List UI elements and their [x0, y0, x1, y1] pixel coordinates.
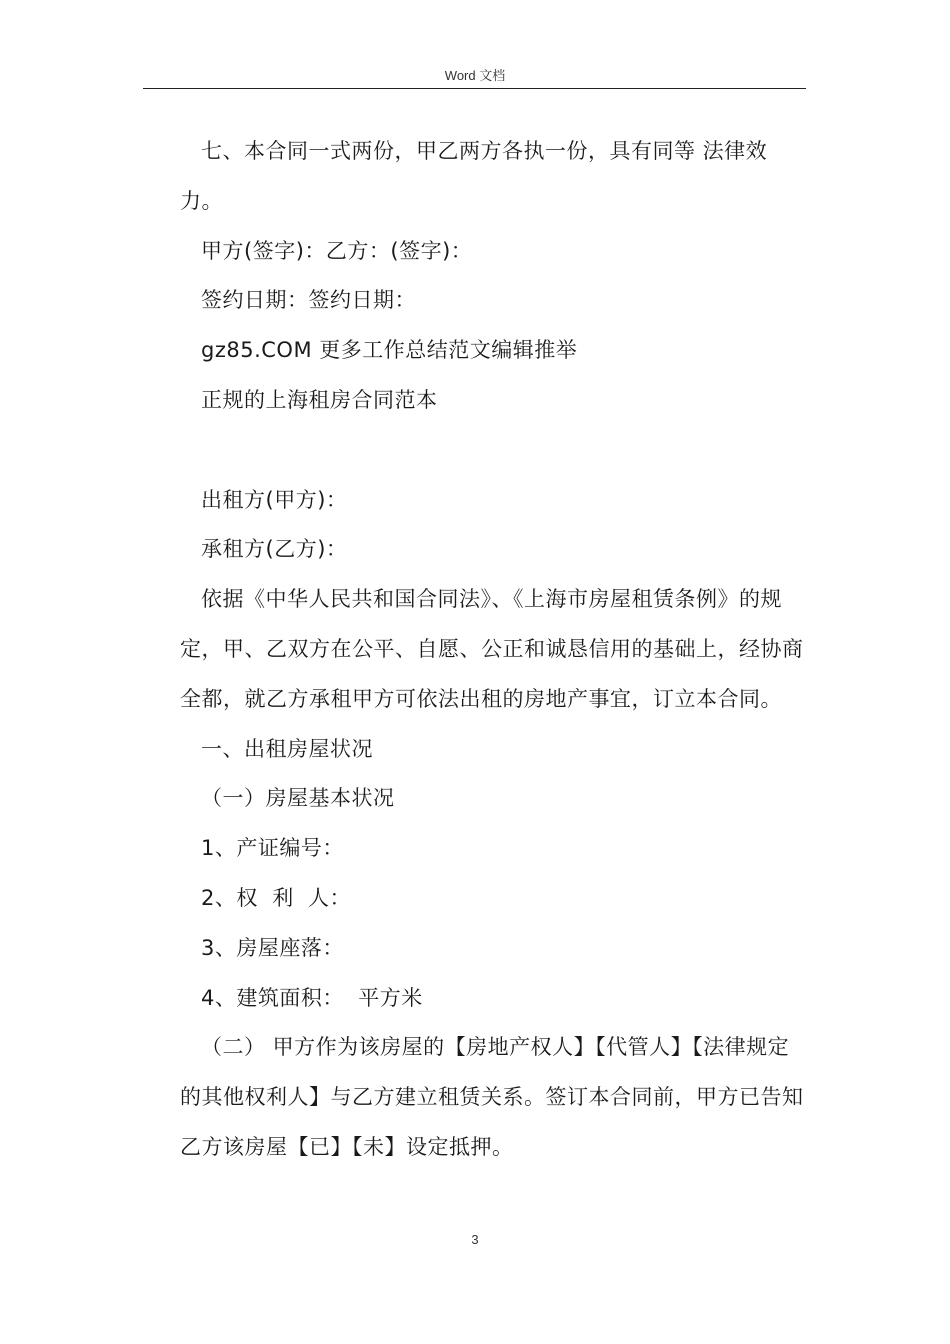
document-body	[180, 127, 810, 1173]
signature-line: 甲方(签字)：乙方：(签字)：	[201, 238, 473, 263]
lessor-line: 出租方(甲方)：	[201, 487, 348, 512]
subsection-two-paragraph: （二） 甲方作为该房屋的【房地产权人】【代管人】【法律规定的其他权利人】与乙方建立租赁关系。签订本合同前，甲方已告知乙方该房屋【已】【未】设定抵押。	[180, 1035, 804, 1159]
preamble-paragraph: 依据《中华人民共和国合同法》、《上海市房屋租赁条例》的规定，甲、乙双方在公平、自愿、公正和诚恳信用的基础上，经协商全都，就乙方承租甲方可依法出租的房地产事宜，订立本合同。	[180, 587, 804, 711]
page-number: 3	[471, 1232, 479, 1247]
clause-seven-paragraph: 七、本合同一式两份，甲乙两方各执一份，具有同等 法律效力。	[180, 139, 768, 213]
item-rights-holder: 2、权 利 人：	[201, 885, 352, 910]
section-one-heading: 一、出租房屋状况	[201, 736, 373, 761]
item-property-location: 3、房屋座落：	[201, 935, 344, 960]
page-header: Word 文档	[444, 68, 506, 83]
blank-line	[180, 426, 810, 476]
header-divider	[143, 88, 806, 89]
item-floor-area: 4、建筑面积： 平方米	[201, 985, 423, 1010]
signing-date-line: 签约日期：签约日期：	[201, 288, 416, 313]
site-recommendation-line: gz85.COM 更多工作总结范文编辑推举	[201, 338, 578, 363]
lessee-line: 承租方(乙方)：	[201, 537, 348, 562]
subsection-one-heading: （一）房屋基本状况	[201, 786, 395, 811]
contract-title: 正规的上海租房合同范本	[201, 387, 438, 412]
item-certificate-number: 1、产证编号：	[201, 836, 344, 861]
